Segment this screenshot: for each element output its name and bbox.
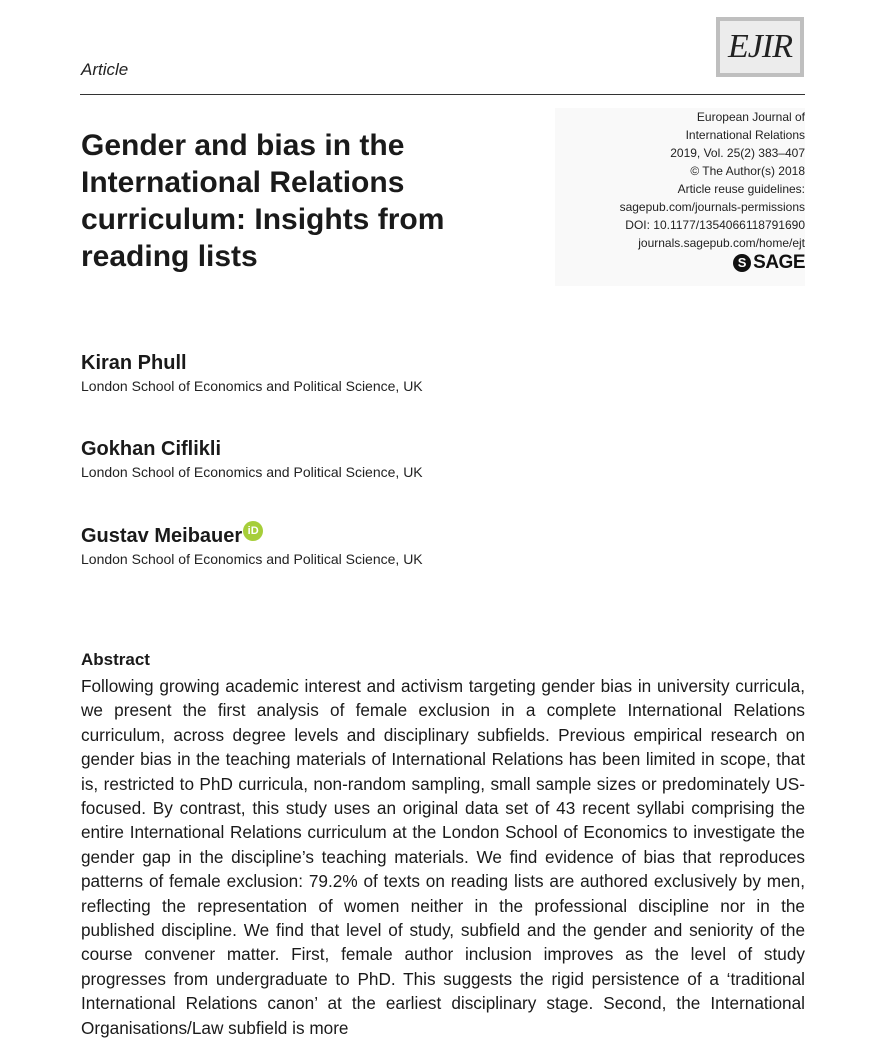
publication-info xyxy=(555,108,805,286)
pub-info-reuse-label: Article reuse guidelines: xyxy=(677,182,805,196)
abstract-text: Following growing academic interest and activism targeting gender bias in university curricula, we present the first analysis of female exclusion in a complete International Relations curriculum, across degree levels and disciplinary subfields. Previous empirical research on gender bias in the teaching materials of International Relations has been limited in scope, that is, restricted to PhD curricula, non-random sampling, small sample sizes or predominately US-focused. By contrast, this study uses an original data set of 43 recent syllabi comprising the entire International Relations curriculum at the London School of Economics to investigate the gender gap in the discipline’s teaching materials. We find evidence of bias that reproduces patterns of female exclusion: 79.2% of texts on reading lists are authored exclusively by men, reflecting the representation of women neither in the professional discipline nor in the published discipline. We find that level of study, subfield and the gender and seniority of the course convener matter. First, female author inclusion improves as the level of study progresses from undergraduate to PhD. This suggests the rigid persistence of a ‘traditional International Relations canon’ at the earliest disciplinary stage. Second, the International Organisations/Law subfield is more xyxy=(81,676,805,1038)
author-affiliation: London School of Economics and Political Science, UK xyxy=(81,464,423,480)
sage-wordmark: SAGE xyxy=(753,252,805,273)
journal-logo-text: EJIR xyxy=(720,21,800,73)
orcid-icon[interactable]: iD xyxy=(243,521,263,541)
header-divider xyxy=(80,94,805,95)
sage-logo xyxy=(555,253,805,273)
author-block xyxy=(81,437,423,481)
abstract-heading: Abstract xyxy=(81,650,150,669)
pub-info-doi[interactable]: DOI: 10.1177/1354066118791690 xyxy=(625,218,805,232)
author-affiliation: London School of Economics and Political Science, UK xyxy=(81,378,423,394)
article-type-label: Article xyxy=(81,60,129,79)
author-affiliation: London School of Economics and Political Science, UK xyxy=(81,551,423,567)
pub-info-permissions-link[interactable]: sagepub.com/journals-permissions xyxy=(619,200,805,214)
author-name: Gokhan Ciflikli xyxy=(81,438,222,460)
article-title: Gender and bias in the International Relations curriculum: Insights from reading lists xyxy=(81,129,445,273)
pub-info-journal-line-1: European Journal of xyxy=(696,110,805,124)
author-name: Gustav Meibauer iD xyxy=(81,524,423,548)
sage-mark-icon: S xyxy=(733,254,751,272)
author-name: Kiran Phull xyxy=(81,352,187,374)
pub-info-volume: 2019, Vol. 25(2) 383–407 xyxy=(670,146,805,160)
pub-info-copyright: © The Author(s) 2018 xyxy=(690,164,805,178)
journal-logo xyxy=(716,17,804,77)
pub-info-journal-line-2: International Relations xyxy=(685,128,805,142)
author-block xyxy=(81,524,423,568)
pub-info-journal-link[interactable]: journals.sagepub.com/home/ejt xyxy=(638,236,805,250)
author-block xyxy=(81,351,423,395)
